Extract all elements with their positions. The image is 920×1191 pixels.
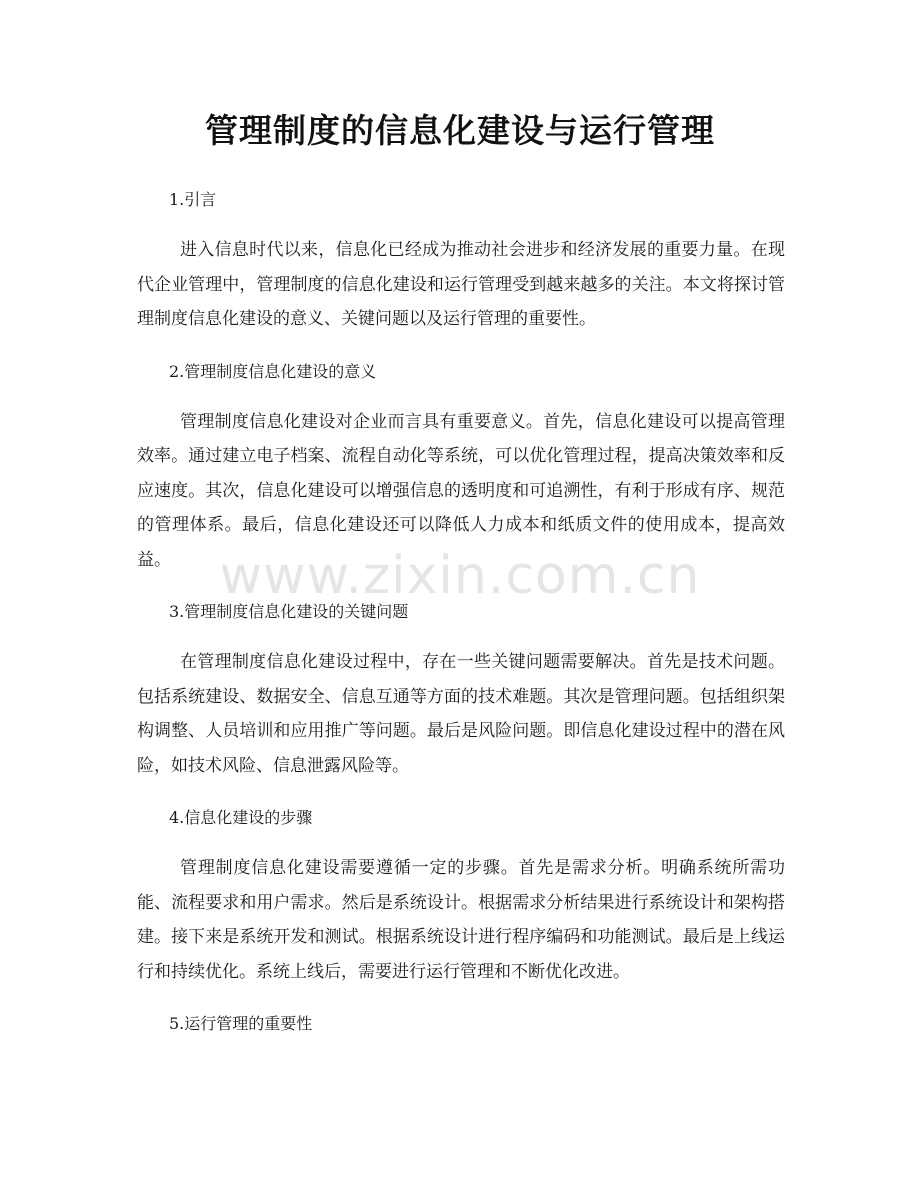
section-paragraph-steps: 管理制度信息化建设需要遵循一定的步骤。首先是需求分析。明确系统所需功能、流程要求和用户需求。然后是系统设计。根据需求分析结果进行系统设计和架构搭建。接下来是系统开发和测试。根据系统设计进行程序编码和功能测试。最后是上线运行和持续优化。系统上线后，需要进行运行管理和不断优化改进。 [137,858,785,982]
section-heading-operations: 5.运行管理的重要性 [169,1014,313,1033]
section-heading-key-issues: 3.管理制度信息化建设的关键问题 [169,602,409,621]
document-title: 管理制度的信息化建设与运行管理 [205,111,715,150]
section-heading-introduction: 1.引言 [169,190,217,209]
section-paragraph-key-issues: 在管理制度信息化建设过程中，存在一些关键问题需要解决。首先是技术问题。包括系统建设、数据安全、信息互通等方面的技术难题。其次是管理问题。包括组织架构调整、人员培训和应用推广等问题。最后是风险问题。即信息化建设过程中的潜在风险，如技术风险、信息泄露风险等。 [137,652,785,776]
section-heading-steps: 4.信息化建设的步骤 [169,808,313,827]
watermark: www.zixin.com.cn [219,546,701,606]
section-paragraph-introduction: 进入信息时代以来，信息化已经成为推动社会进步和经济发展的重要力量。在现代企业管理中，管理制度的信息化建设和运行管理受到越来越多的关注。本文将探讨管理制度信息化建设的意义、关键问题以及运行管理的重要性。 [137,240,785,329]
document-body [137,183,785,1041]
section-heading-significance: 2.管理制度信息化建设的意义 [169,361,377,381]
section-paragraph-significance: 管理制度信息化建设对企业而言具有重要意义。首先，信息化建设可以提高管理效率。通过建立电子档案、流程自动化等系统，可以优化管理过程，提高决策效率和反应速度。其次，信息化建设可以增强信息的透明度和可追溯性，有利于形成有序、规范的管理体系。最后，信息化建设还可以降低人力成本和纸质文件的使用成本，提高效益。 [137,411,785,570]
